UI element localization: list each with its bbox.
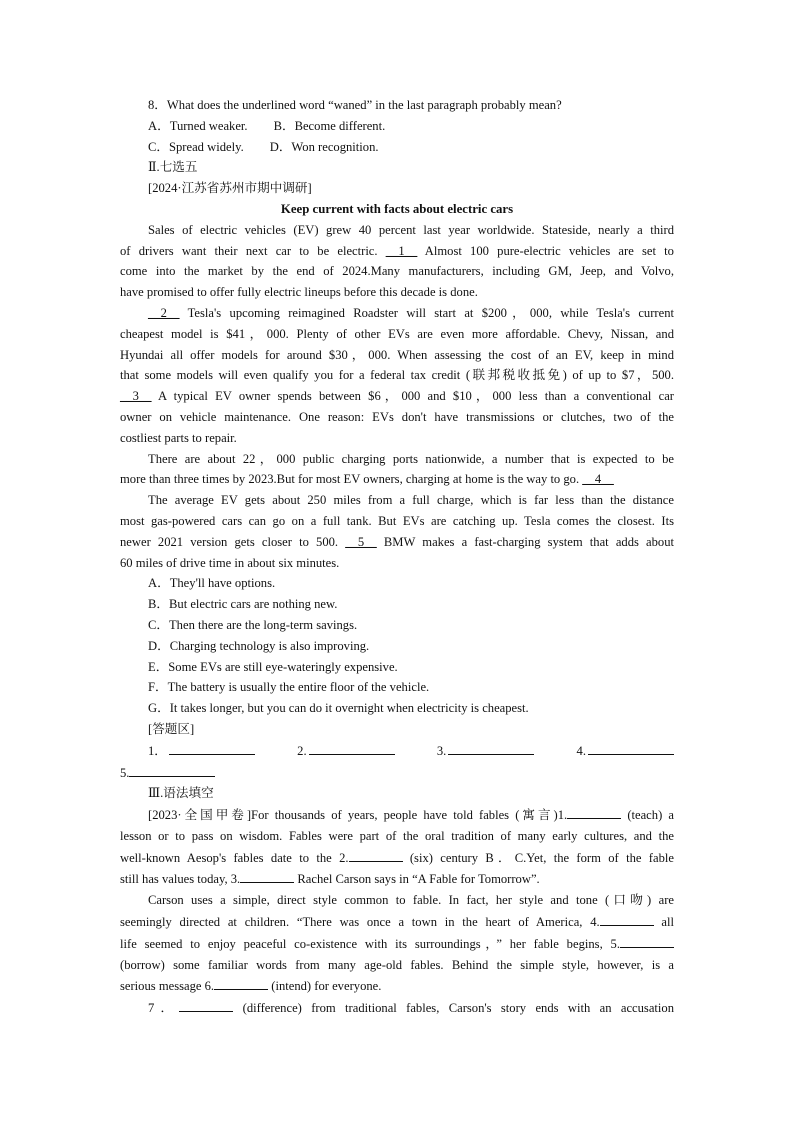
paragraph-line: The average EV gets about 250 miles from a full charge, which is far less than the distance (148, 493, 674, 508)
answer-options (120, 573, 674, 719)
paragraph-line: 7． (difference) from traditional fables, Carson's story ends with an accusation (120, 997, 674, 1019)
paragraph-line: of drivers want their next car to be electric. __1__ Almost 100 pure-electric vehicles are set to (120, 243, 674, 258)
paragraph-2 (120, 303, 674, 449)
document-page (120, 95, 674, 1019)
paragraph-line: come into the market by the end of 2024.Many manufacturers, including GM, Jeep, and Volvo, (120, 264, 674, 279)
paragraph-line: life seemed to enjoy peaceful co-existence with its surroundings，” her fable begins, 5. (120, 933, 674, 955)
option-item: D．Charging technology is also improving. (148, 638, 370, 653)
grammar-blank-6[interactable] (214, 975, 268, 990)
grammar-blank-3[interactable] (240, 868, 294, 883)
option-item: G．It takes longer, but you can do it overnight when electricity is cheapest. (148, 701, 529, 716)
answer-1: 1． (148, 740, 255, 762)
answer-2: 2. (297, 740, 394, 762)
paragraph-line: Hyundai all offer models for around $30，000. When assessing the cost of an EV, keep in mind (120, 347, 674, 362)
section-3-title: Ⅲ.语法填空 (148, 786, 214, 801)
paragraph-line: still has values today, 3. Rachel Carson says in “A Fable for Tomorrow”. (120, 868, 674, 890)
paragraph-line: owner on vehicle maintenance. One reason: EVs don't have transmissions or clutches, two of the (120, 409, 674, 424)
paragraph-4 (120, 490, 674, 573)
answer-2-blank[interactable] (309, 740, 395, 755)
answer-area-label: [答题区] (148, 721, 195, 736)
paragraph-line: have promised to offer fully electric lineups before this decade is done. (120, 285, 478, 300)
section-2-source: [2024·江苏省苏州市期中调研] (148, 181, 312, 196)
answer-row (120, 740, 674, 762)
blank-1: __1__ (385, 243, 418, 258)
paragraph-line: There are about 22，000 public charging ports nationwide, a number that is expected to be (148, 451, 674, 466)
paragraph-line: most gas-powered cars can go on a full tank. But EVs are catching up. Tesla comes the closest. Its (120, 513, 674, 528)
option-a: A．Turned weaker. (148, 118, 248, 133)
paragraph-line: well-known Aesop's fables date to the 2. (six) century B．C.Yet, the form of the fable (120, 847, 674, 869)
option-c: C．Spread widely. (148, 139, 244, 154)
paragraph-line: newer 2021 version gets closer to 500. __5__ BMW makes a fast-charging system that adds about (120, 534, 675, 549)
paragraph-line: Carson uses a simple, direct style common to fable. In fact, her style and tone (口吻) are (148, 893, 674, 908)
section-2-title: Ⅱ.七选五 (148, 160, 198, 175)
blank-3: __3__ (120, 389, 152, 404)
answer-1-blank[interactable] (169, 740, 255, 755)
paragraph-line: that some models will even qualify you for a federal tax credit (联邦税收抵免) of up to $7，500. (120, 368, 674, 383)
grammar-paragraph-2 (120, 890, 674, 997)
answer-row-2 (120, 762, 674, 784)
option-b: B．Become different. (273, 118, 386, 133)
paragraph-line: serious message 6. (intend) for everyone. (120, 975, 674, 997)
blank-5: __5__ (345, 534, 377, 549)
option-item: A．They'll have options. (148, 576, 276, 591)
grammar-paragraph-1 (120, 804, 674, 890)
paragraph-1 (120, 220, 674, 303)
answer-4: 4. (577, 740, 674, 762)
paragraph-line: lesson or to pass on wisdom. Fables were part of the oral tradition of many early cultures, and the (120, 828, 674, 843)
answer-5-blank[interactable] (129, 762, 215, 777)
grammar-blank-5[interactable] (620, 933, 674, 948)
grammar-paragraph-3 (120, 997, 674, 1019)
paragraph-3 (120, 449, 674, 491)
answer-5: 5. (120, 765, 130, 780)
paragraph-line: __3__ A typical EV owner spends between $6，000 and $10，000 less than a conventional car (120, 389, 674, 404)
answer-3: 3. (437, 740, 534, 762)
paragraph-line: __2__ Tesla's upcoming reimagined Roadster will start at $200，000, while Tesla's current (148, 305, 674, 320)
blank-4: __4__ (582, 472, 614, 487)
option-item: C．Then there are the long-term savings. (148, 617, 358, 632)
answer-4-blank[interactable] (588, 740, 674, 755)
paragraph-line: 60 miles of drive time in about six minutes. (120, 555, 340, 570)
question-8-options-row-2 (120, 137, 674, 158)
option-item: B．But electric cars are nothing new. (148, 597, 338, 612)
option-item: E．Some EVs are still eye-wateringly expensive. (148, 659, 398, 674)
grammar-blank-1[interactable] (567, 804, 621, 819)
paragraph-line: more than three times by 2023.But for most EV owners, charging at home is the way to go. __4__ (120, 472, 614, 487)
paragraph-line: seemingly directed at children. “There was once a town in the heart of America, 4. all (120, 911, 674, 933)
grammar-blank-2[interactable] (349, 847, 403, 862)
paragraph-line: Sales of electric vehicles (EV) grew 40 percent last year worldwide. Stateside, nearly a third (148, 222, 674, 237)
paragraph-line: [2023·全国甲卷]For thousands of years, people have told fables (寓言)1. (teach) a (120, 804, 674, 826)
option-d: D．Won recognition. (269, 139, 379, 154)
question-8-stem: 8．What does the underlined word “waned” in the last paragraph probably mean? (148, 98, 562, 112)
question-8-options-row-1 (120, 116, 674, 137)
paragraph-line: cheapest model is $41，000. Plenty of other EVs are even more affordable. Chevy, Nissan, and (120, 326, 674, 341)
grammar-blank-4[interactable] (600, 911, 654, 926)
answer-3-blank[interactable] (448, 740, 534, 755)
grammar-blank-7[interactable] (179, 997, 233, 1012)
paragraph-line: (borrow) some familiar words from many age-old fables. Behind the simple style, however, is a (120, 957, 674, 972)
option-item: F．The battery is usually the entire floor of the vehicle. (148, 680, 430, 695)
paragraph-line: costliest parts to repair. (120, 430, 237, 445)
passage-heading: Keep current with facts about electric cars (280, 201, 514, 216)
blank-2: __2__ (148, 305, 180, 320)
